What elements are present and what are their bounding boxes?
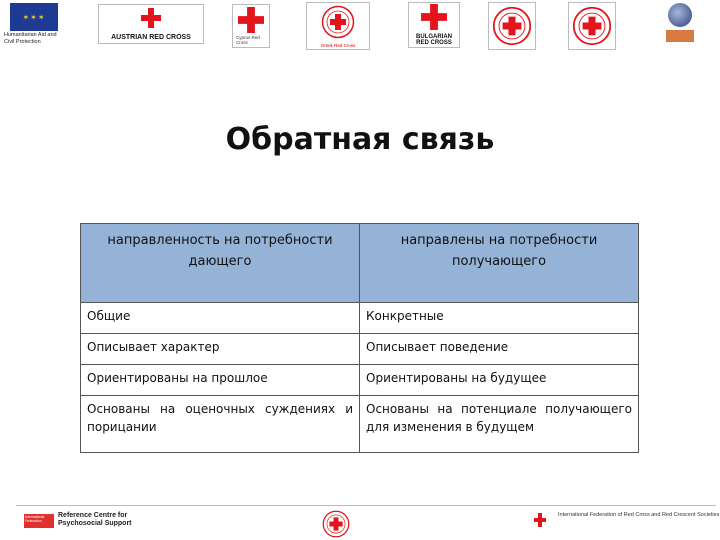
eu-flag-logo xyxy=(10,3,58,31)
table-header-row xyxy=(81,224,639,303)
table-row xyxy=(81,396,639,453)
ifrc-logo xyxy=(534,512,718,532)
feedback-table xyxy=(80,223,639,453)
globe-band xyxy=(666,30,694,42)
globe-logo xyxy=(666,2,694,44)
table-cell: Общие xyxy=(81,303,360,334)
red-cross-icon xyxy=(238,7,264,33)
globe-icon xyxy=(668,3,692,27)
header-receiver-needs: направлены на потребности получающего xyxy=(360,224,639,303)
table-cell: Ориентированы на будущее xyxy=(360,365,639,396)
footer-divider xyxy=(16,505,716,506)
page-title: Обратная связь xyxy=(225,122,495,157)
ifrc-label: International Federation of Red Cross and Red Crescent Societies xyxy=(558,512,720,518)
red-cross-seal-icon xyxy=(321,5,355,39)
header-giver-needs: направленность на потребности дающего xyxy=(81,224,360,303)
eu-stars-icon: ✶✶✶ xyxy=(22,12,46,22)
red-cross-seal-logo xyxy=(568,2,616,50)
reference-centre-label: Reference Centre for Psychosocial Support xyxy=(58,512,132,527)
red-cross-icon xyxy=(141,8,161,28)
cyprus-label: Cyprus Red Cross xyxy=(236,35,260,45)
table-row xyxy=(81,303,639,334)
reference-badge: International Federation xyxy=(24,514,54,528)
red-cross-seal-logo xyxy=(488,2,536,50)
greek-label: Greek Red Cross xyxy=(320,43,356,48)
table-cell: Конкретные xyxy=(360,303,639,334)
cyprus-red-cross-logo xyxy=(232,4,270,48)
table-row xyxy=(81,334,639,365)
bulgarian-label: BULGARIAN RED CROSS xyxy=(416,34,452,46)
table-cell: Описывает характер xyxy=(81,334,360,365)
header-logos xyxy=(0,0,720,52)
austrian-red-cross-logo xyxy=(98,4,204,44)
red-cross-seal-icon xyxy=(492,6,532,46)
red-cross-seal-icon xyxy=(572,6,612,46)
table-cell: Основаны на потенциале получающего для изменения в будущем xyxy=(360,396,639,453)
table-cell: Основаны на оценочных суждениях и порицании xyxy=(81,396,360,453)
table-cell: Описывает поведение xyxy=(360,334,639,365)
greek-red-cross-logo xyxy=(306,2,370,50)
red-cross-crescent-icon xyxy=(534,513,556,527)
table-cell: Ориентированы на прошлое xyxy=(81,365,360,396)
austrian-label: AUSTRIAN RED CROSS xyxy=(111,34,191,41)
table-row xyxy=(81,365,639,396)
bulgarian-red-cross-logo xyxy=(408,2,460,48)
red-cross-seal-icon xyxy=(322,510,350,538)
eu-caption: Humanitarian Aid and Civil Protection xyxy=(4,32,57,45)
red-cross-icon xyxy=(421,4,447,30)
